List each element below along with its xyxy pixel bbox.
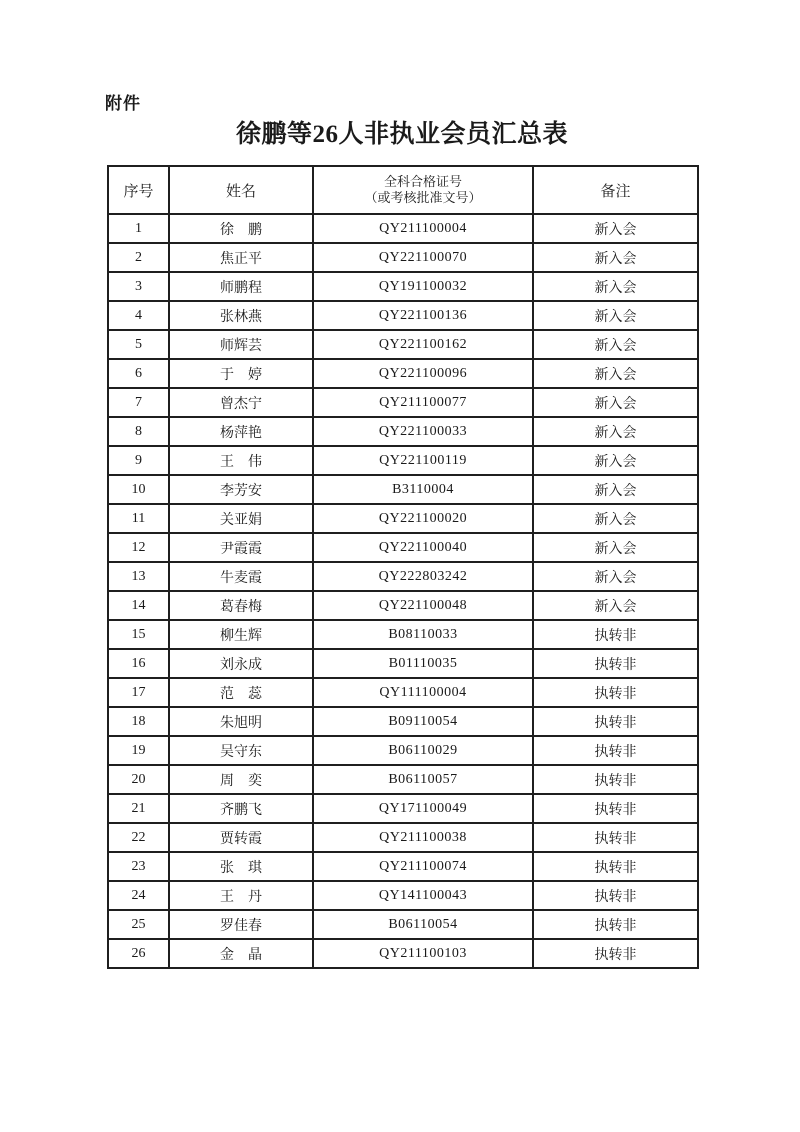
remark-cell: 新入会 <box>533 562 698 591</box>
table-row <box>108 301 698 330</box>
name-cell: 朱旭明 <box>169 707 313 736</box>
page-title: 徐鹏等26人非执业会员汇总表 <box>235 121 568 148</box>
cert-cell: QY221100033 <box>313 417 533 446</box>
cert-cell: B3110004 <box>313 475 533 504</box>
remark-cell: 新入会 <box>533 243 698 272</box>
serial-cell: 15 <box>108 620 169 649</box>
name-cell: 杨萍艳 <box>169 417 313 446</box>
remark-cell: 执转非 <box>533 765 698 794</box>
header-serial: 序号 <box>108 166 169 214</box>
remark-cell: 新入会 <box>533 214 698 243</box>
remark-cell: 新入会 <box>533 272 698 301</box>
serial-cell: 18 <box>108 707 169 736</box>
serial-cell: 10 <box>108 475 169 504</box>
table-row <box>108 591 698 620</box>
table-row <box>108 678 698 707</box>
remark-cell: 执转非 <box>533 823 698 852</box>
remark-cell: 新入会 <box>533 330 698 359</box>
table-row <box>108 504 698 533</box>
cert-cell: B06110029 <box>313 736 533 765</box>
serial-cell: 2 <box>108 243 169 272</box>
table-row <box>108 475 698 504</box>
name-cell: 柳生辉 <box>169 620 313 649</box>
serial-cell: 12 <box>108 533 169 562</box>
table-row <box>108 330 698 359</box>
cert-cell: QY141100043 <box>313 881 533 910</box>
remark-cell: 新入会 <box>533 475 698 504</box>
table-row <box>108 243 698 272</box>
table-row <box>108 388 698 417</box>
serial-cell: 22 <box>108 823 169 852</box>
name-cell: 王 丹 <box>169 881 313 910</box>
name-cell: 罗佳春 <box>169 910 313 939</box>
table-row <box>108 417 698 446</box>
table-row <box>108 359 698 388</box>
serial-cell: 25 <box>108 910 169 939</box>
name-cell: 李芳安 <box>169 475 313 504</box>
table-row <box>108 852 698 881</box>
serial-cell: 4 <box>108 301 169 330</box>
remark-cell: 执转非 <box>533 649 698 678</box>
name-cell: 范 蕊 <box>169 678 313 707</box>
cert-cell: QY211100103 <box>313 939 533 968</box>
header-cert-line1: 全科合格证号 <box>383 174 462 189</box>
cert-cell: QY221100040 <box>313 533 533 562</box>
name-cell: 焦正平 <box>169 243 313 272</box>
remark-cell: 执转非 <box>533 910 698 939</box>
cert-cell: QY221100020 <box>313 504 533 533</box>
remark-cell: 执转非 <box>533 678 698 707</box>
remark-cell: 新入会 <box>533 591 698 620</box>
serial-cell: 1 <box>108 214 169 243</box>
name-cell: 张林燕 <box>169 301 313 330</box>
serial-cell: 7 <box>108 388 169 417</box>
remark-cell: 新入会 <box>533 388 698 417</box>
name-cell: 王 伟 <box>169 446 313 475</box>
member-table-body <box>108 214 698 968</box>
remark-cell: 新入会 <box>533 417 698 446</box>
remark-cell: 新入会 <box>533 504 698 533</box>
cert-cell: QY211100038 <box>313 823 533 852</box>
remark-cell: 新入会 <box>533 533 698 562</box>
table-row <box>108 881 698 910</box>
cert-cell: B09110054 <box>313 707 533 736</box>
table-row <box>108 707 698 736</box>
serial-cell: 26 <box>108 939 169 968</box>
table-row <box>108 620 698 649</box>
member-table <box>107 165 699 969</box>
remark-cell: 执转非 <box>533 881 698 910</box>
table-row <box>108 272 698 301</box>
name-cell: 吴守东 <box>169 736 313 765</box>
cert-cell: QY221100096 <box>313 359 533 388</box>
table-row <box>108 214 698 243</box>
remark-cell: 新入会 <box>533 359 698 388</box>
cert-cell: B01110035 <box>313 649 533 678</box>
remark-cell: 执转非 <box>533 852 698 881</box>
remark-cell: 执转非 <box>533 794 698 823</box>
cert-cell: B08110033 <box>313 620 533 649</box>
cert-cell: QY111100004 <box>313 678 533 707</box>
name-cell: 尹霞霞 <box>169 533 313 562</box>
attachment-label: 附件 <box>105 94 141 113</box>
name-cell: 刘永成 <box>169 649 313 678</box>
serial-cell: 13 <box>108 562 169 591</box>
cert-cell: QY221100070 <box>313 243 533 272</box>
table-row <box>108 446 698 475</box>
cert-cell: B06110054 <box>313 910 533 939</box>
serial-cell: 19 <box>108 736 169 765</box>
table-row <box>108 562 698 591</box>
table-row <box>108 765 698 794</box>
serial-cell: 23 <box>108 852 169 881</box>
serial-cell: 21 <box>108 794 169 823</box>
table-row <box>108 823 698 852</box>
serial-cell: 24 <box>108 881 169 910</box>
serial-cell: 17 <box>108 678 169 707</box>
cert-cell: QY222803242 <box>313 562 533 591</box>
cert-cell: QY211100004 <box>313 214 533 243</box>
serial-cell: 5 <box>108 330 169 359</box>
remark-cell: 执转非 <box>533 620 698 649</box>
header-name: 姓名 <box>169 166 313 214</box>
serial-cell: 6 <box>108 359 169 388</box>
cert-cell: QY191100032 <box>313 272 533 301</box>
table-row <box>108 649 698 678</box>
cert-cell: QY211100074 <box>313 852 533 881</box>
name-cell: 周 奕 <box>169 765 313 794</box>
remark-cell: 执转非 <box>533 939 698 968</box>
table-row <box>108 533 698 562</box>
table-row <box>108 939 698 968</box>
name-cell: 张 琪 <box>169 852 313 881</box>
serial-cell: 14 <box>108 591 169 620</box>
serial-cell: 11 <box>108 504 169 533</box>
cert-cell: QY221100136 <box>313 301 533 330</box>
name-cell: 师辉芸 <box>169 330 313 359</box>
table-row <box>108 910 698 939</box>
serial-cell: 3 <box>108 272 169 301</box>
name-cell: 于 婷 <box>169 359 313 388</box>
name-cell: 齐鹏飞 <box>169 794 313 823</box>
header-cert <box>313 166 533 214</box>
serial-cell: 8 <box>108 417 169 446</box>
name-cell: 曾杰宁 <box>169 388 313 417</box>
table-row <box>108 736 698 765</box>
cert-cell: QY221100162 <box>313 330 533 359</box>
remark-cell: 执转非 <box>533 707 698 736</box>
name-cell: 师鹏程 <box>169 272 313 301</box>
name-cell: 金 晶 <box>169 939 313 968</box>
remark-cell: 新入会 <box>533 301 698 330</box>
cert-cell: QY211100077 <box>313 388 533 417</box>
name-cell: 贾转霞 <box>169 823 313 852</box>
table-header-row <box>108 166 698 214</box>
remark-cell: 新入会 <box>533 446 698 475</box>
remark-cell: 执转非 <box>533 736 698 765</box>
cert-cell: QY171100049 <box>313 794 533 823</box>
cert-cell: QY221100048 <box>313 591 533 620</box>
name-cell: 葛春梅 <box>169 591 313 620</box>
name-cell: 牛麦霞 <box>169 562 313 591</box>
cert-cell: QY221100119 <box>313 446 533 475</box>
serial-cell: 20 <box>108 765 169 794</box>
table-row <box>108 794 698 823</box>
serial-cell: 16 <box>108 649 169 678</box>
serial-cell: 9 <box>108 446 169 475</box>
header-remark: 备注 <box>533 166 698 214</box>
header-cert-line2: （或考核批准文号） <box>364 190 482 205</box>
cert-cell: B06110057 <box>313 765 533 794</box>
name-cell: 徐 鹏 <box>169 214 313 243</box>
name-cell: 关亚娟 <box>169 504 313 533</box>
